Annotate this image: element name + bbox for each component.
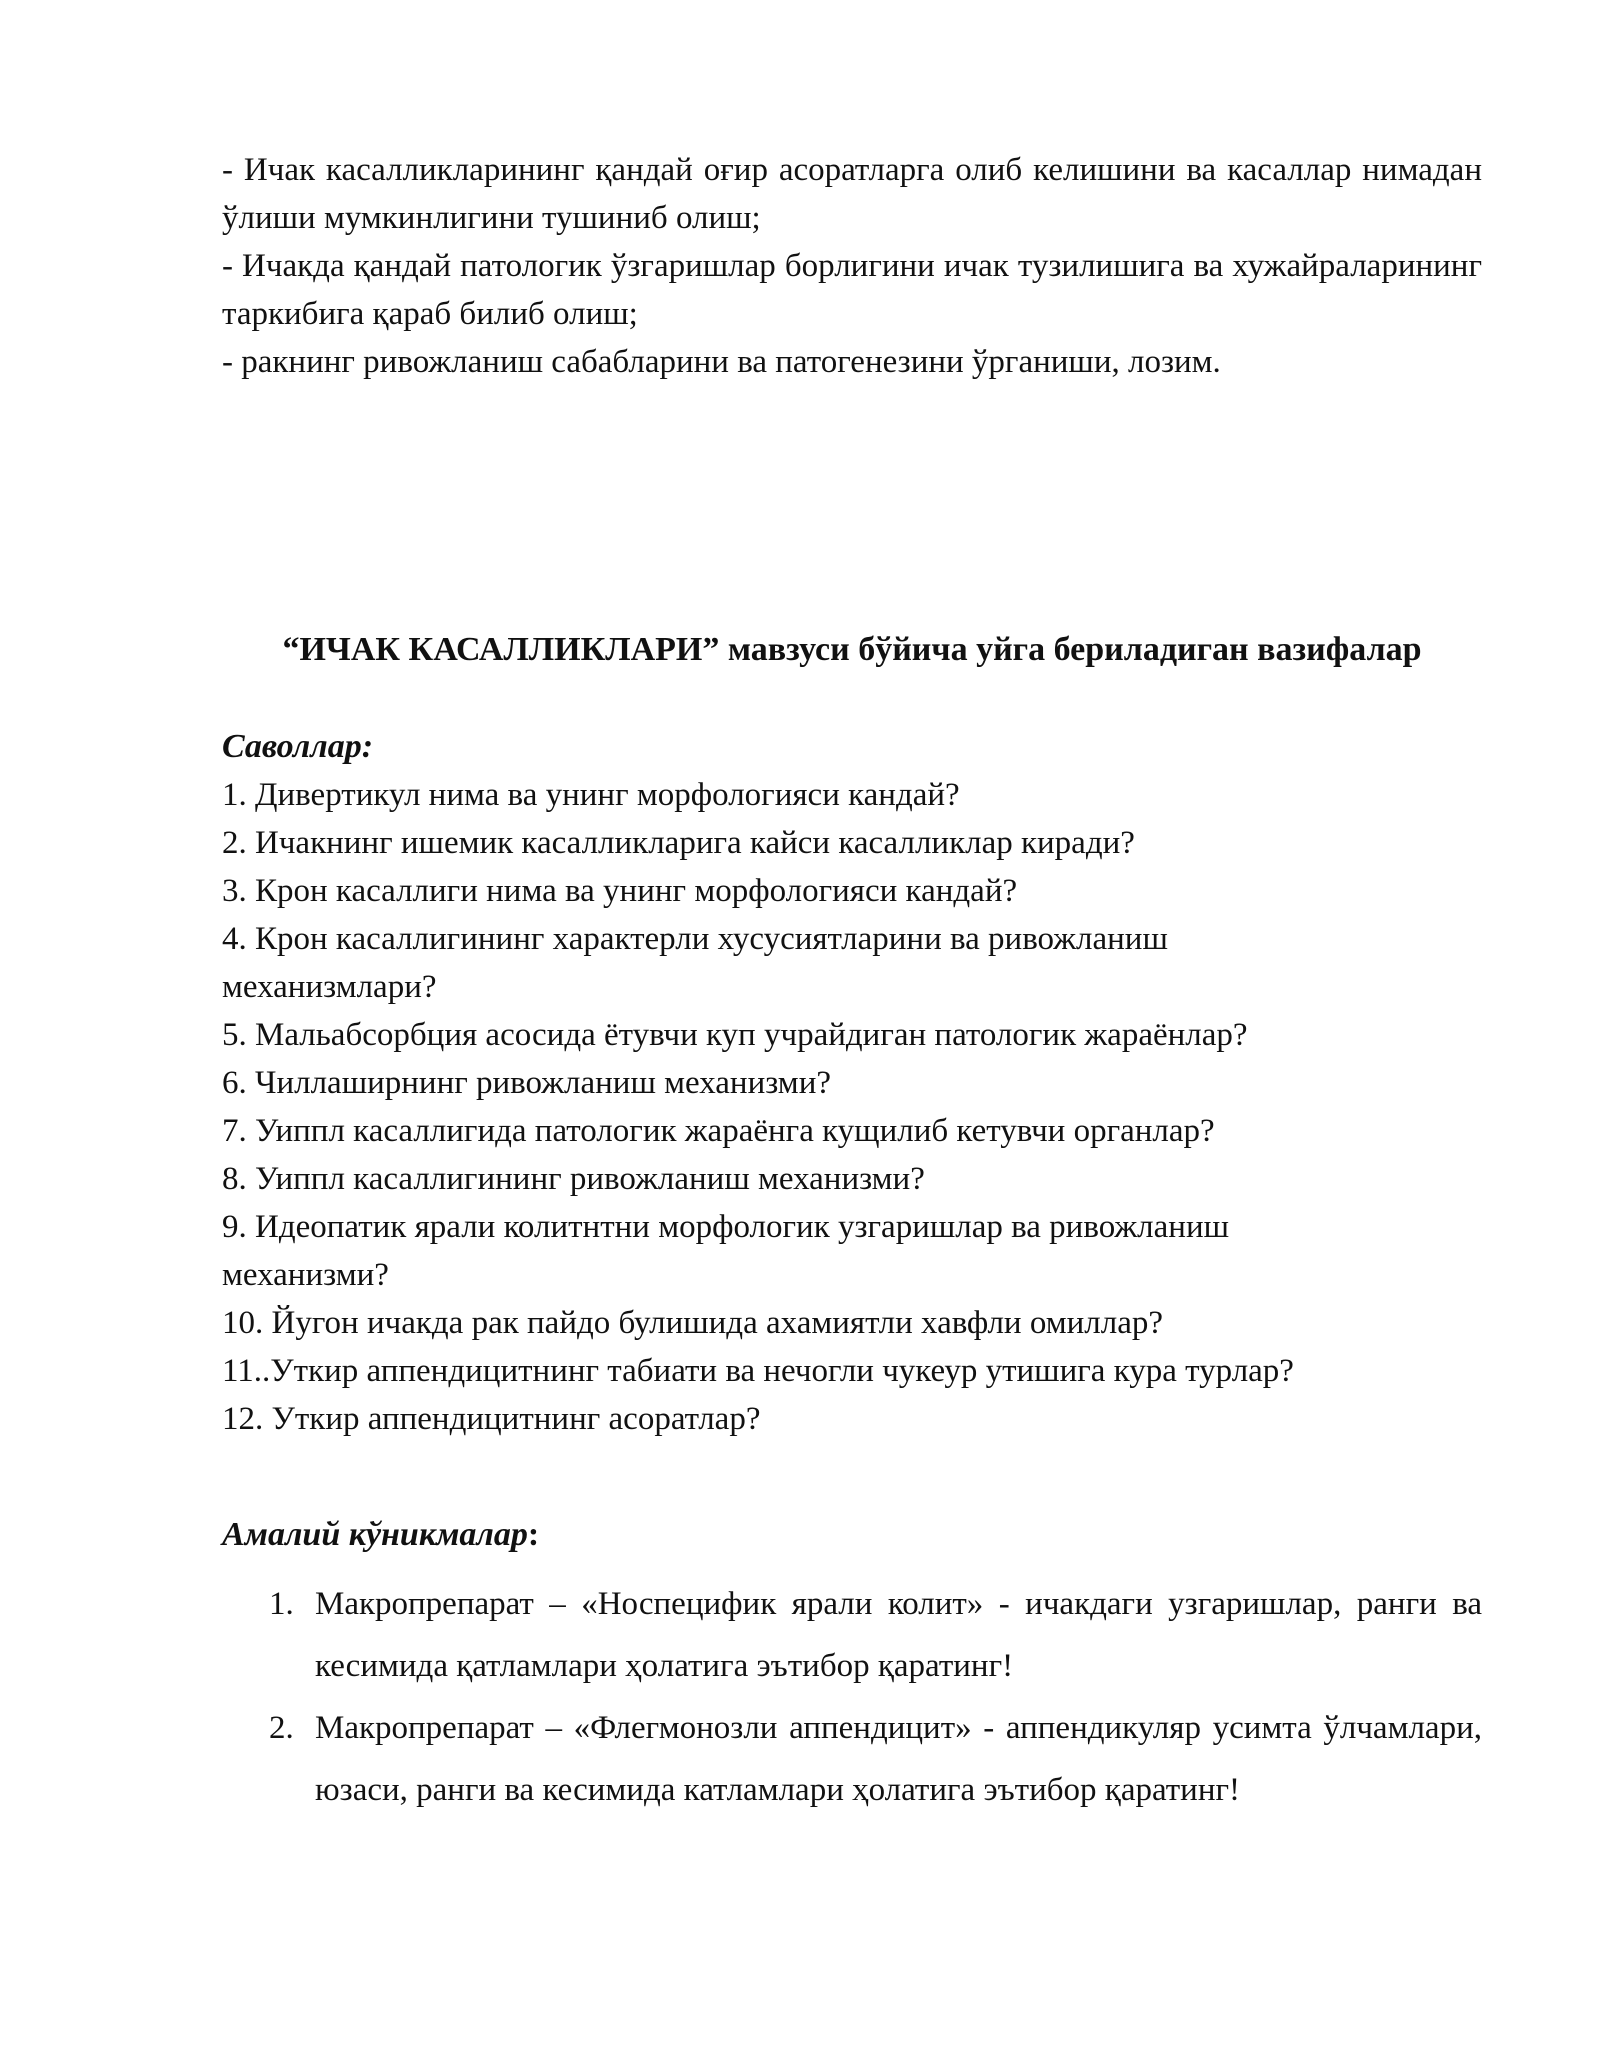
question-item: механизмлари? <box>222 969 437 1005</box>
question-item: 3. Крон касаллиги нима ва унинг морфологияси кандай? <box>222 873 1018 909</box>
skills-list <box>222 1573 1482 1821</box>
skills-heading-text: Амалий кўникмалар <box>222 1516 528 1553</box>
question-item: 2. Ичакнинг ишемик касалликларига кайси касалликлар киради? <box>222 825 1135 861</box>
skill-item <box>222 1697 1482 1821</box>
questions-section <box>222 723 1482 1443</box>
section-title: “ИЧАК КАСАЛЛИКЛАРИ” мавзуси бўйича уйга бериладиган вазифалар <box>282 631 1422 668</box>
skill-number: 1. <box>269 1586 294 1622</box>
intro-block <box>222 146 1482 386</box>
skills-heading-colon: : <box>527 1516 540 1553</box>
question-item: 7. Уиппл касаллигида патологик жараёнга кущилиб кетувчи органлар? <box>222 1113 1215 1149</box>
question-item: 4. Крон касаллигининг характерли хусусиятларини ва ривожланиш <box>222 921 1168 957</box>
document-page <box>222 146 1482 1808</box>
question-item: 8. Уиппл касаллигининг ривожланиш механизми? <box>222 1161 925 1197</box>
intro-item: - Ичакда қандай патологик ўзгаришлар борлигини ичак тузилишига ва хужайраларининг таркибига қараб билиб олиш; <box>222 248 1482 332</box>
intro-item: - ракнинг ривожланиш сабабларини ва патогенезини ўрганиши, лозим. <box>222 344 1221 380</box>
skill-text: Макропрепарат – «Носпецифик ярали колит» - ичакдаги узгаришлар, ранги ва кесимида қатламлари ҳолатига эътибор қаратинг! <box>315 1586 1482 1684</box>
intro-item: - Ичак касалликларининг қандай оғир асоратларга олиб келишини ва касаллар нимадан ўлиши мумкинлигини тушиниб олиш; <box>222 152 1482 236</box>
question-item: 12. Уткир аппендицитнинг асоратлар? <box>222 1401 761 1437</box>
question-item: 1. Дивертикул нима ва унинг морфологияси кандай? <box>222 777 960 813</box>
question-item: 11..Уткир аппендицитнинг табиати ва нечогли чукеур утишига кура турлар? <box>222 1353 1294 1389</box>
skills-heading <box>222 1511 1482 1559</box>
question-item: 9. Идеопатик ярали колитнтни морфологик узгаришлар ва ривожланиш <box>222 1209 1230 1245</box>
skills-section <box>222 1511 1482 1821</box>
question-item: 10. Йугон ичакда рак пайдо булишида ахамиятли хавфли омиллар? <box>222 1305 1163 1341</box>
skill-text: Макропрепарат – «Флегмонозли аппендицит» - аппендикуляр усимта ўлчамлари, юзаси, ранги ва кесимида катламлари ҳолатига эътибор қаратинг! <box>315 1710 1482 1808</box>
skill-number: 2. <box>269 1710 294 1746</box>
questions-heading: Саволлар: <box>222 728 374 765</box>
question-item: механизми? <box>222 1257 389 1293</box>
question-item: 5. Мальабсорбция асосида ётувчи куп учрайдиган патологик жараёнлар? <box>222 1017 1248 1053</box>
skill-item <box>222 1573 1482 1697</box>
question-item: 6. Чиллаширнинг ривожланиш механизми? <box>222 1065 832 1101</box>
